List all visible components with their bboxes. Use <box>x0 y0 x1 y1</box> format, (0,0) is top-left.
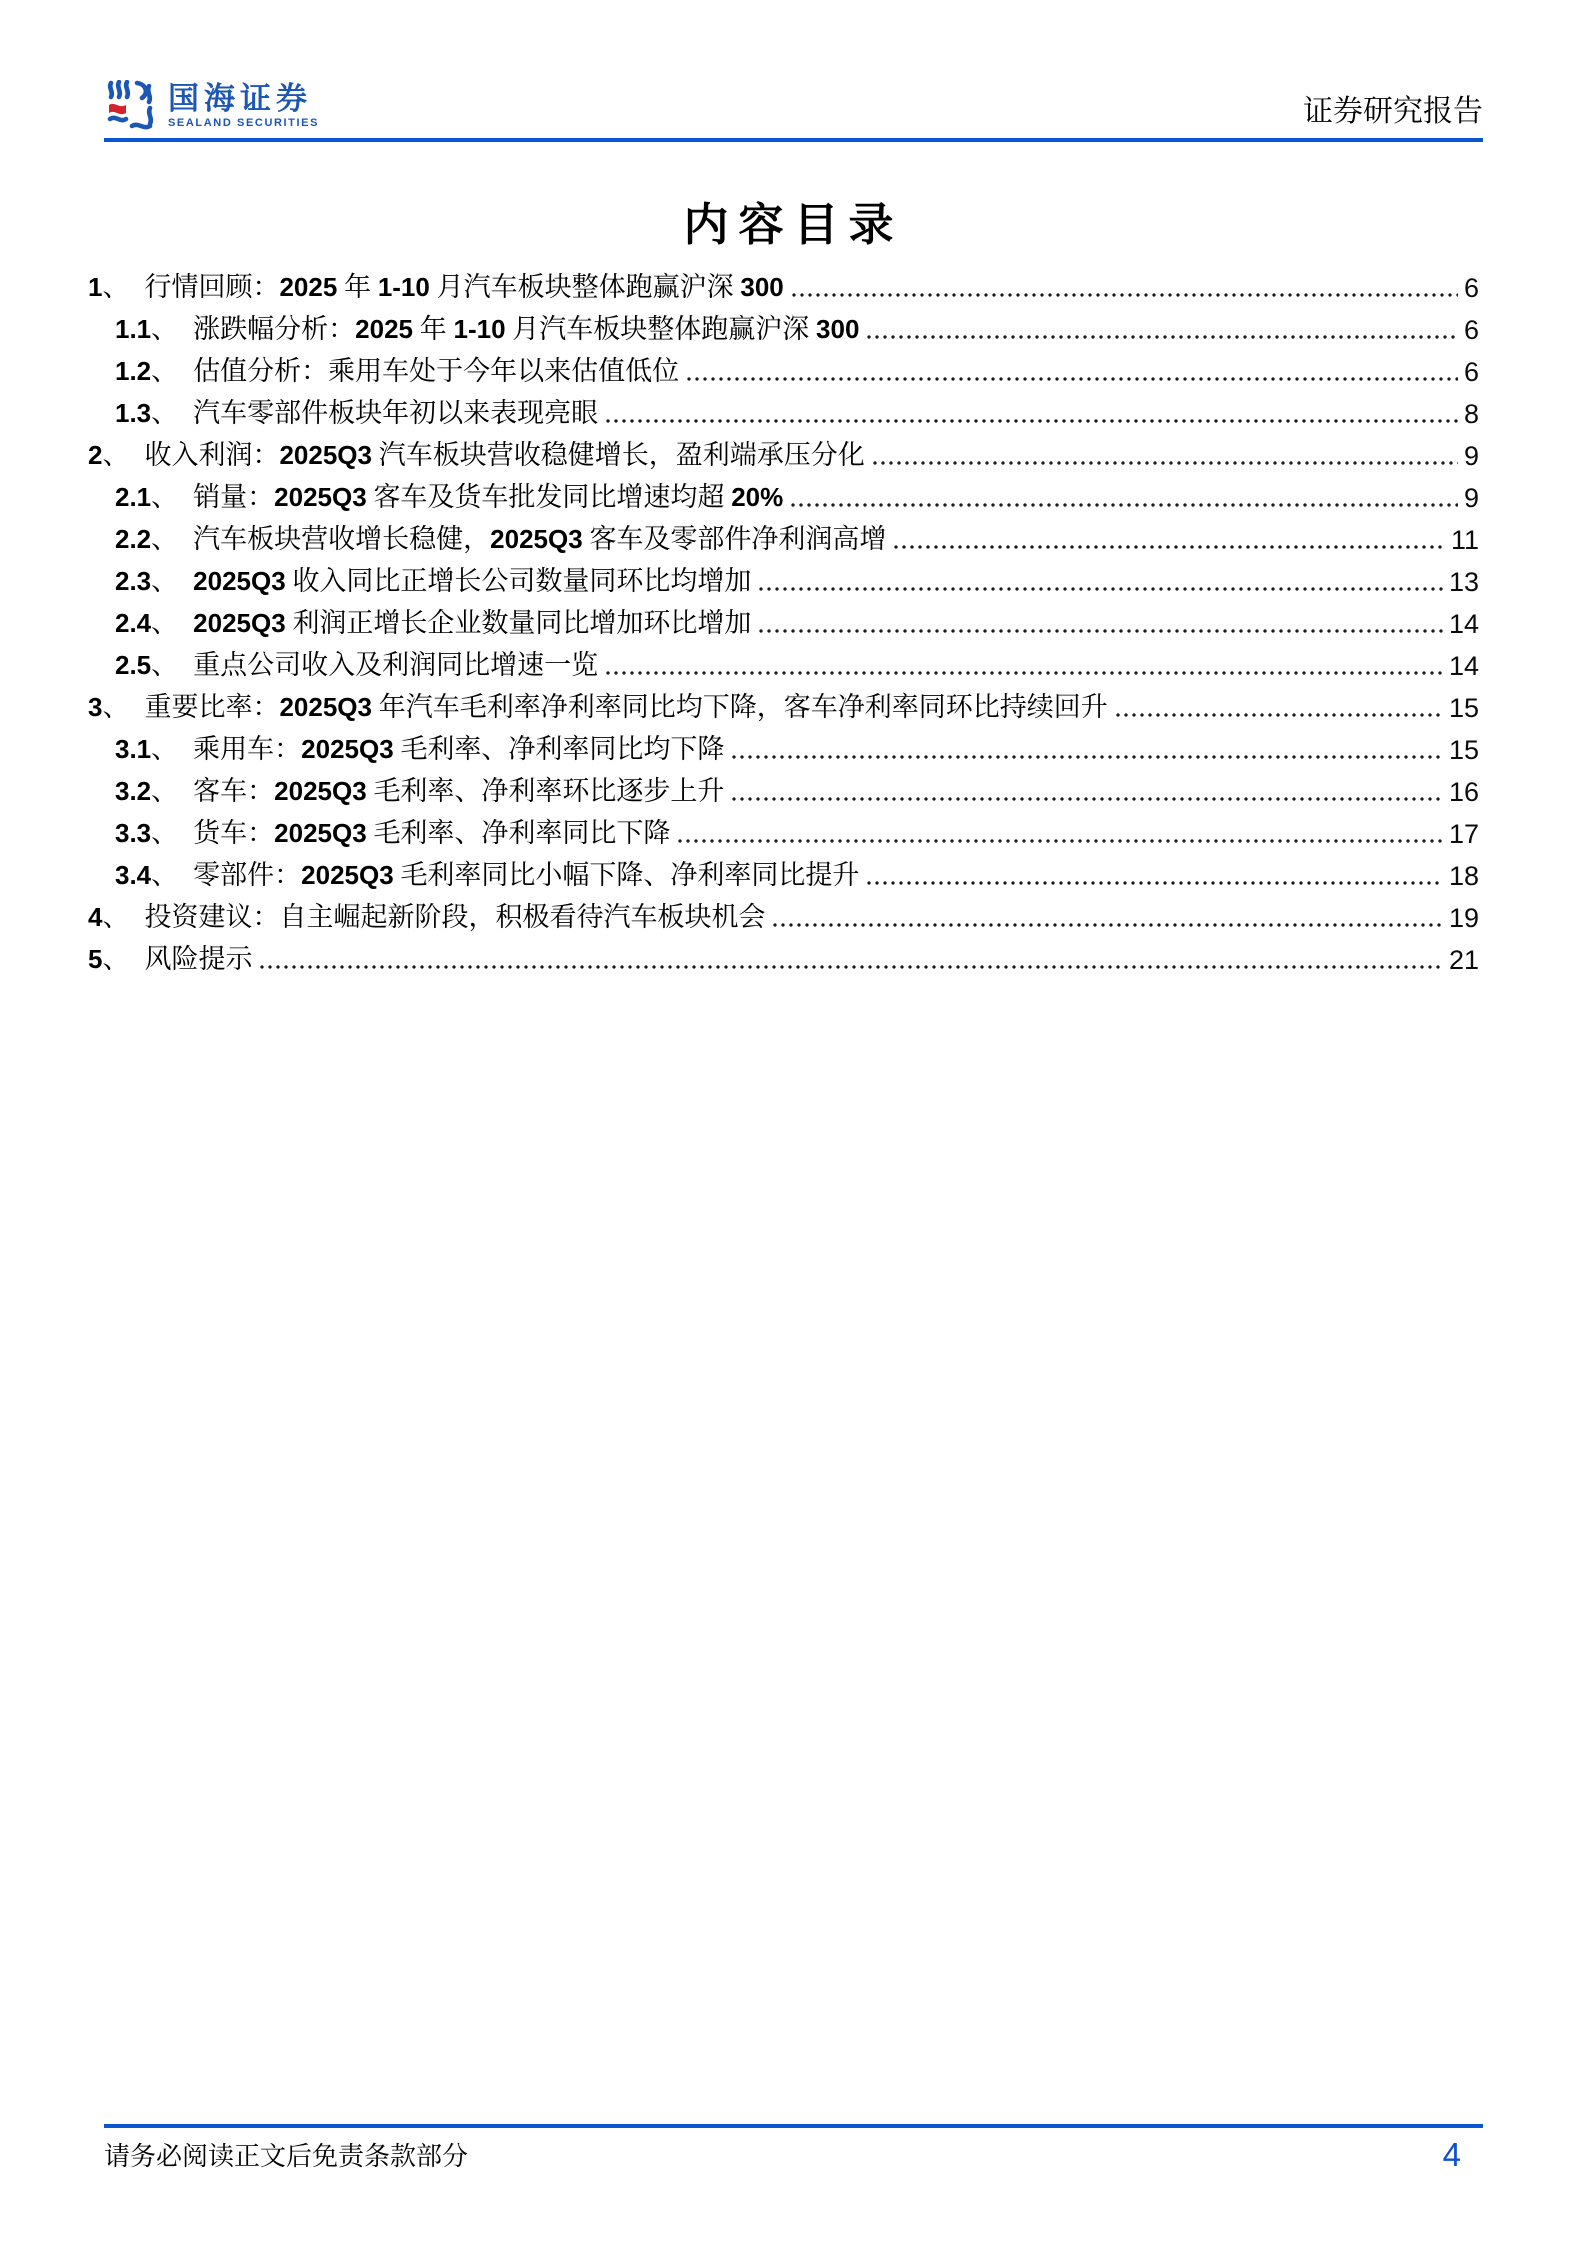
toc-entry-label: 汽车板块营收增长稳健，2025Q3 客车及零部件净利润高增 <box>193 524 887 554</box>
toc-dot-leader <box>260 965 1442 969</box>
toc-dot-leader <box>1116 713 1443 717</box>
toc-entry-number: 1.3、 <box>115 398 179 428</box>
toc-entry-page-number: 6 <box>1463 357 1479 387</box>
page-footer <box>104 2124 1483 2174</box>
toc-dot-leader <box>606 671 1443 675</box>
toc-entry-number: 3.3、 <box>115 818 179 848</box>
toc-entry[interactable] <box>88 934 1479 976</box>
toc-entry-label: 货车：2025Q3 毛利率、净利率同比下降 <box>193 818 671 848</box>
toc-entry-label: 涨跌幅分析：2025 年 1-10 月汽车板块整体跑赢沪深 300 <box>193 314 860 344</box>
toc-entry-label: 零部件：2025Q3 毛利率同比小幅下降、净利率同比提升 <box>193 860 860 890</box>
toc-entry-number: 3、 <box>88 692 130 722</box>
toc-entry-label: 重要比率：2025Q3 年汽车毛利率净利率同比均下降，客车净利率同环比持续回升 <box>144 692 1108 722</box>
toc-entry-number: 2、 <box>88 440 130 470</box>
toc-entry-page-number: 13 <box>1448 567 1479 597</box>
toc-entry-label: 估值分析：乘用车处于今年以来估值低位 <box>193 356 680 386</box>
toc-dot-leader <box>867 881 1443 885</box>
toc-entry-number: 2.4、 <box>115 608 179 638</box>
toc-entry-page-number: 18 <box>1448 861 1479 891</box>
toc-entry-label: 乘用车：2025Q3 毛利率、净利率同比均下降 <box>193 734 725 764</box>
toc-dot-leader <box>687 377 1458 381</box>
toc-dot-leader <box>759 629 1443 633</box>
toc-entry-number: 1.2、 <box>115 356 179 386</box>
toc-dot-leader <box>606 419 1458 423</box>
toc-entry[interactable] <box>88 472 1479 514</box>
toc-entry-number: 3.4、 <box>115 860 179 890</box>
toc-entry-number: 1.1、 <box>115 314 179 344</box>
toc-dot-leader <box>894 545 1445 549</box>
toc-entry-page-number: 9 <box>1463 441 1479 471</box>
toc-entry-number: 2.1、 <box>115 482 179 512</box>
footer-page-number: 4 <box>1442 2136 1461 2173</box>
toc-entry[interactable] <box>88 262 1479 304</box>
toc-entry[interactable] <box>88 682 1479 724</box>
toc-dot-leader <box>873 461 1458 465</box>
toc-entry-label: 投资建议：自主崛起新阶段，积极看待汽车板块机会 <box>144 902 766 932</box>
page-header <box>104 56 1483 142</box>
toc-entry-number: 3.1、 <box>115 734 179 764</box>
toc-entry-number: 1、 <box>88 272 130 302</box>
toc-entry-page-number: 14 <box>1448 609 1479 639</box>
toc-entry-page-number: 8 <box>1463 399 1479 429</box>
toc-dot-leader <box>759 587 1443 591</box>
toc-entry[interactable] <box>88 388 1479 430</box>
toc-entry-page-number: 15 <box>1448 735 1479 765</box>
toc-entry-number: 2.5、 <box>115 650 179 680</box>
toc-entry[interactable] <box>88 598 1479 640</box>
toc-entry-page-number: 16 <box>1448 777 1479 807</box>
report-type-label: 证券研究报告 <box>1303 95 1483 128</box>
toc-entry[interactable] <box>88 724 1479 766</box>
toc-entry-label: 2025Q3 利润正增长企业数量同比增加环比增加 <box>193 608 752 638</box>
toc-entry[interactable] <box>88 808 1479 850</box>
toc-entry-label: 汽车零部件板块年初以来表现亮眼 <box>193 398 599 428</box>
toc-entry[interactable] <box>88 640 1479 682</box>
logo-name-cn: 国海证券 <box>168 81 312 116</box>
toc-entry[interactable] <box>88 304 1479 346</box>
toc-entry-label: 重点公司收入及利润同比增速一览 <box>193 650 599 680</box>
toc-dot-leader <box>791 503 1458 507</box>
logo-name-en: SEALAND SECURITIES <box>168 117 320 129</box>
toc-entry-page-number: 14 <box>1448 651 1479 681</box>
toc-entry-number: 4、 <box>88 902 130 932</box>
toc-entry-label: 客车：2025Q3 毛利率、净利率环比逐步上升 <box>193 776 725 806</box>
toc-entry-number: 2.3、 <box>115 566 179 596</box>
table-of-contents <box>88 262 1479 976</box>
sealand-logo <box>104 80 319 132</box>
page-title: 内容目录 <box>683 200 904 250</box>
toc-entry-label: 行情回顾：2025 年 1-10 月汽车板块整体跑赢沪深 300 <box>144 272 784 302</box>
logo-red-wave <box>109 104 126 114</box>
toc-entry-page-number: 17 <box>1448 819 1479 849</box>
toc-dot-leader <box>773 923 1442 927</box>
toc-entry-page-number: 6 <box>1463 273 1479 303</box>
toc-entry[interactable] <box>88 556 1479 598</box>
toc-entry-page-number: 21 <box>1448 945 1479 975</box>
toc-dot-leader <box>678 839 1443 843</box>
toc-entry-label: 销量：2025Q3 客车及货车批发同比增速均超 20% <box>193 482 784 512</box>
toc-entry-number: 5、 <box>88 944 130 974</box>
footer-disclaimer: 请务必阅读正文后免责条款部分 <box>104 2142 469 2171</box>
toc-dot-leader <box>792 293 1458 297</box>
toc-entry[interactable] <box>88 892 1479 934</box>
toc-dot-leader <box>867 335 1458 339</box>
toc-dot-leader <box>732 797 1443 801</box>
toc-entry-page-number: 6 <box>1463 315 1479 345</box>
toc-entry-page-number: 15 <box>1448 693 1479 723</box>
toc-entry[interactable] <box>88 430 1479 472</box>
toc-entry-page-number: 11 <box>1450 525 1479 555</box>
toc-entry-page-number: 9 <box>1463 483 1479 513</box>
toc-entry[interactable] <box>88 346 1479 388</box>
sealand-logo-icon <box>104 80 156 132</box>
toc-entry-label: 收入利润：2025Q3 汽车板块营收稳健增长，盈利端承压分化 <box>144 440 865 470</box>
toc-dot-leader <box>732 755 1443 759</box>
toc-entry[interactable] <box>88 850 1479 892</box>
toc-entry-label: 风险提示 <box>144 944 253 974</box>
logo-text <box>168 83 319 129</box>
toc-entry-number: 3.2、 <box>115 776 179 806</box>
toc-entry[interactable] <box>88 514 1479 556</box>
toc-entry-number: 2.2、 <box>115 524 179 554</box>
toc-entry[interactable] <box>88 766 1479 808</box>
toc-entry-page-number: 19 <box>1448 903 1479 933</box>
toc-entry-label: 2025Q3 收入同比正增长公司数量同环比均增加 <box>193 566 752 596</box>
